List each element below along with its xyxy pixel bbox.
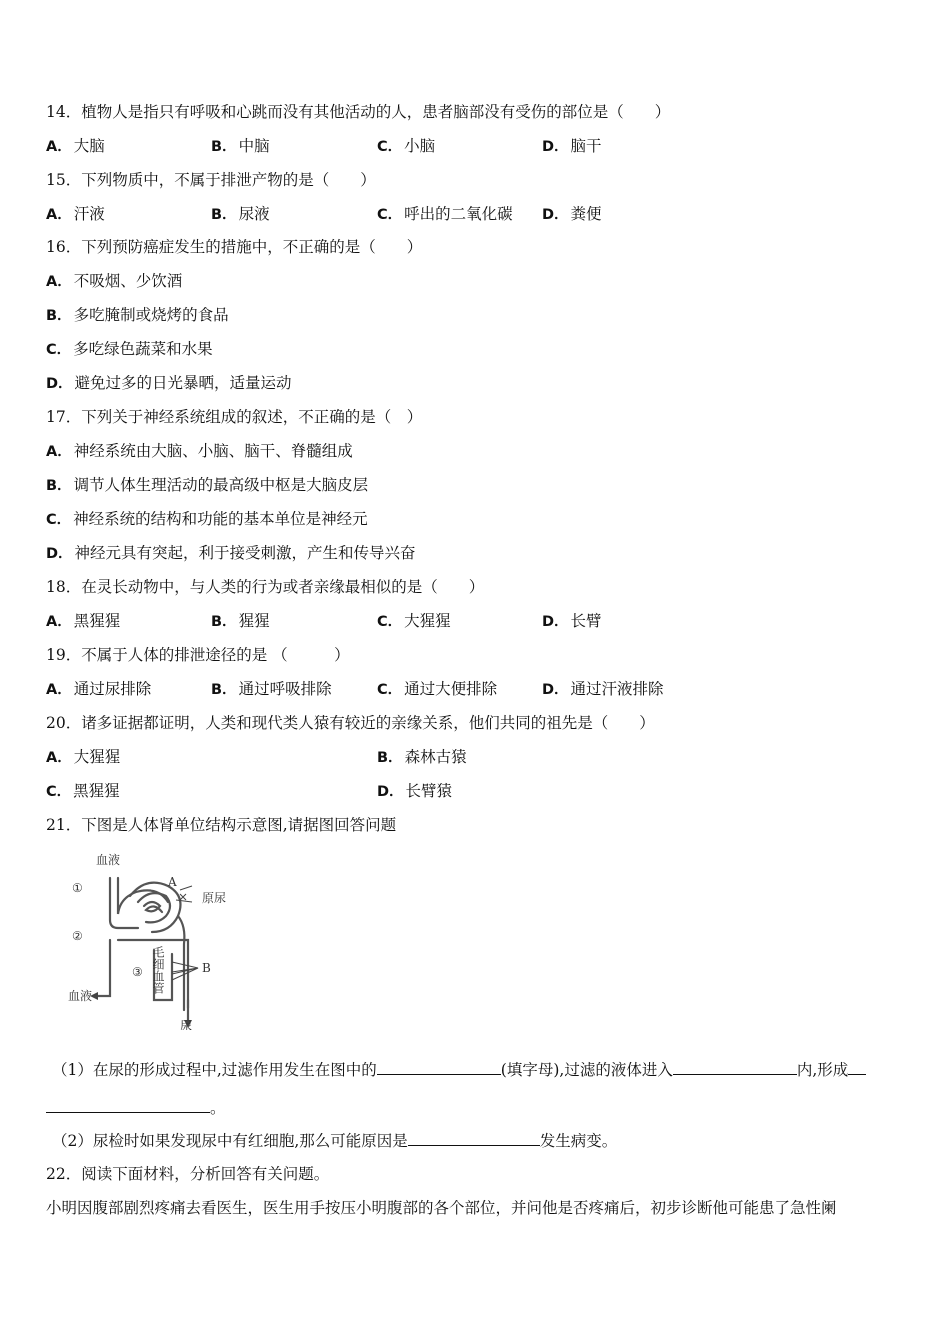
diagram-label-3: ③ [132,965,143,979]
q16-option-d [46,373,292,394]
option-text: 森林古猿 [404,748,467,766]
option-text: 黑猩猩 [73,782,120,800]
option-letter: B． [211,139,237,155]
pointer-urine-line [176,900,192,902]
q22-stem: 22．阅读下面材料，分析回答有关问题。 [46,1165,330,1183]
q18-option-d [542,611,602,632]
option-text: 通过尿排除 [73,680,152,698]
answer-blank-4[interactable] [408,1129,540,1146]
option-letter: B． [211,682,237,698]
option-letter: B． [46,308,72,324]
option-text: 避免过多的日光暴晒，适量运动 [74,374,292,392]
diagram-label-capillary: 毛细血管 [151,946,165,994]
q17-option-d [46,543,416,564]
option-letter: C． [377,207,403,223]
q15-option-c [377,204,513,225]
q21-p1-b: (填字母),过滤的液体进入 [500,1061,673,1079]
q14-option-d [542,136,602,157]
diagram-label-blood-in: 血液 [96,853,121,867]
q18-stem: 18．在灵长动物中，与人类的行为或者亲缘最相似的是（ ） [46,578,485,596]
vessel-2 [98,940,110,996]
q17-option-b [46,475,368,496]
diagram-label-blood-out: 血液 [68,989,93,1003]
q20-option-a [46,747,120,768]
option-letter: C． [46,342,72,358]
option-letter: D． [542,682,569,698]
q19-option-b [211,679,332,700]
diagram-label-1: ① [72,881,83,895]
option-letter: B． [211,207,237,223]
q21-stem: 21．下图是人体肾单位结构示意图,请据图回答问题 [46,816,397,834]
q21-p1-c: 内,形成 [796,1061,849,1079]
option-text: 呼出的二氧化碳 [404,205,513,223]
option-text: 脑干 [570,137,602,155]
q21-p1-end: 。 [210,1099,226,1117]
option-letter: A． [46,750,72,766]
diagram-label-a: A [168,875,177,889]
option-letter: A． [46,274,72,290]
option-letter: D． [46,376,73,392]
option-letter: D． [542,139,569,155]
q16-option-a [46,271,182,292]
q21-part1-cont [46,1096,226,1118]
option-letter: B． [211,614,237,630]
q18-option-a [46,611,120,632]
q17-option-a [46,441,353,462]
tubule [178,916,184,1010]
pointer-a [180,894,186,900]
q21-part2 [52,1129,617,1151]
option-text: 不吸烟、少饮酒 [73,272,183,290]
option-letter: D． [46,546,73,562]
vessel-1 [110,878,138,928]
option-text: 猩猩 [238,612,270,630]
diagram-label-primary-urine: 原尿 [202,891,227,905]
q16-option-b [46,305,229,326]
option-letter: C． [46,784,72,800]
q21-p2-b: 发生病变。 [539,1132,618,1150]
q14-option-b [211,136,270,157]
option-text: 神经系统的结构和功能的基本单位是神经元 [73,510,368,528]
q19-stem: 19．不属于人体的排泄途径的是 （ ） [46,646,350,664]
option-text: 小脑 [404,137,436,155]
q21-p2-a: （2）尿检时如果发现尿中有红细胞,那么可能原因是 [52,1132,408,1150]
option-letter: A． [46,682,72,698]
option-text: 多吃绿色蔬菜和水果 [73,340,213,358]
option-text: 中脑 [238,137,270,155]
option-letter: C． [377,614,403,630]
answer-blank-2[interactable] [673,1058,797,1075]
option-letter: C． [377,139,403,155]
option-letter: D． [377,784,404,800]
q21-p1-a: （1）在尿的形成过程中,过滤作用发生在图中的 [52,1061,377,1079]
diagram-label-urine: 尿 [180,1019,193,1030]
q18-option-c [377,611,451,632]
option-text: 尿液 [238,205,270,223]
option-letter: A． [46,139,72,155]
option-letter: A． [46,444,72,460]
q16-option-c [46,339,213,360]
diagram-label-2: ② [72,929,83,943]
q19-option-a [46,679,151,700]
option-text: 黑猩猩 [73,612,121,630]
q15-stem: 15．下列物质中，不属于排泄产物的是（ ） [46,171,376,189]
q20-stem: 20．诸多证据都证明，人类和现代类人猿有较近的亲缘关系，他们共同的祖先是（ ） [46,714,655,732]
q15-option-a [46,204,105,225]
glomerulus [144,902,162,912]
option-text: 大脑 [73,137,105,155]
option-text: 长臂猿 [405,782,453,800]
q16-stem: 16．下列预防癌症发生的措施中，不正确的是（ ） [46,238,423,256]
q15-option-b [211,204,270,225]
option-letter: C． [377,682,403,698]
option-text: 大猩猩 [404,612,451,630]
q22-material: 小明因腹部剧烈疼痛去看医生，医生用手按压小明腹部的各个部位，并问他是否疼痛后，初步诊断他可能患了急性阑 [46,1199,837,1217]
option-letter: D． [542,207,569,223]
q20-option-d [377,781,452,802]
option-text: 汗液 [73,205,105,223]
q21-part1 [52,1058,866,1080]
answer-blank-1[interactable] [377,1058,501,1075]
q14-option-c [377,136,435,157]
q19-option-c [377,679,497,700]
option-letter: B． [377,750,403,766]
pointer-a-line [180,886,192,890]
q17-stem: 17．下列关于神经系统组成的叙述，不正确的是（ ） [46,408,423,426]
option-text: 粪便 [570,205,602,223]
option-text: 多吃腌制或烧烤的食品 [73,306,229,324]
nephron-diagram [68,850,238,1030]
q20-option-b [377,747,467,768]
option-letter: A． [46,614,72,630]
answer-blank-3a[interactable] [848,1058,866,1075]
option-letter: C． [46,512,72,528]
option-letter: B． [46,478,72,494]
q17-option-c [46,509,368,530]
option-text: 通过汗液排除 [570,680,664,698]
answer-blank-3b[interactable] [46,1096,210,1113]
q18-option-b [211,611,270,632]
option-text: 长臂 [570,612,602,630]
option-letter: D． [542,614,569,630]
q20-option-c [46,781,120,802]
option-text: 大猩猩 [73,748,121,766]
diagram-label-b: B [202,961,211,975]
option-text: 神经系统由大脑、小脑、脑干、脊髓组成 [73,442,353,460]
q19-option-d [542,679,664,700]
q14-stem: 14．植物人是指只有呼吸和心跳而没有其他活动的人，患者脑部没有受伤的部位是（ ） [46,103,671,121]
option-letter: A． [46,207,72,223]
option-text: 通过大便排除 [404,680,498,698]
option-text: 神经元具有突起，利于接受刺激，产生和传导兴奋 [74,544,416,562]
option-text: 通过呼吸排除 [238,680,332,698]
q15-option-d [542,204,602,225]
q14-option-a [46,136,105,157]
option-text: 调节人体生理活动的最高级中枢是大脑皮层 [73,476,369,494]
